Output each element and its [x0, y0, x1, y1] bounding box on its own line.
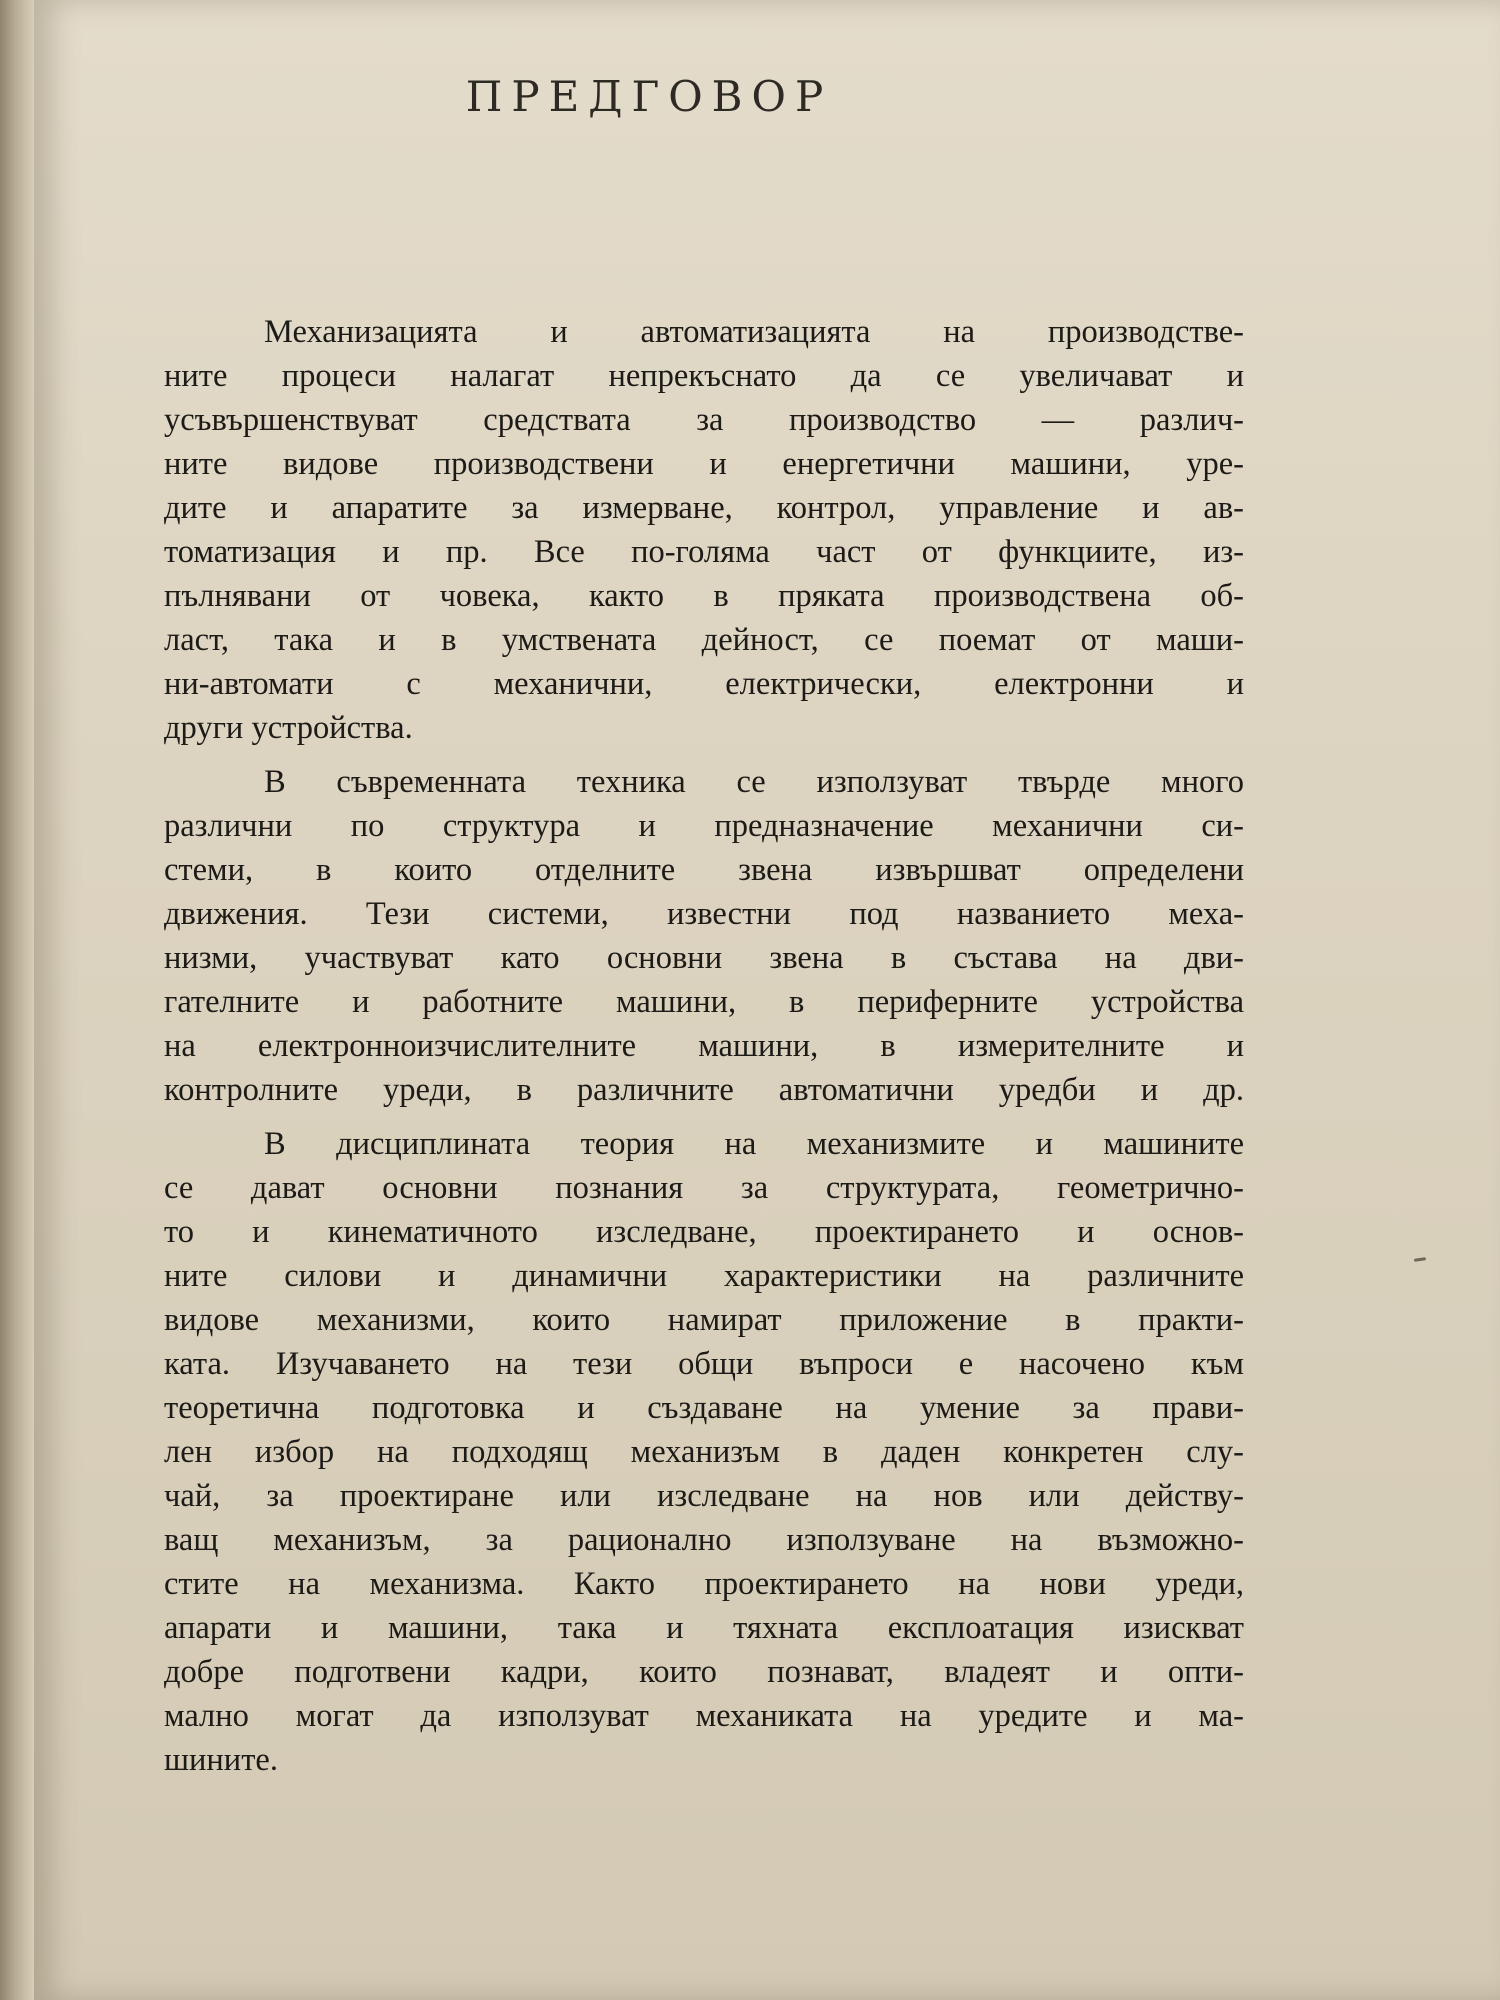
book-page	[34, 0, 1500, 2000]
text-line: движения. Тези системи, известни под названието меха-	[164, 896, 1244, 932]
text-line: В съвременната техника се използуват твърде много	[264, 764, 1244, 800]
text-line: усъвършенствуват средствата за производство — различ-	[164, 402, 1244, 438]
text-line: теоретична подготовка и създаване на умение за прави-	[164, 1390, 1244, 1426]
text-line: ни-автомати с механични, електрически, електронни и	[164, 666, 1244, 702]
paragraph-3	[164, 1122, 1244, 1782]
text-line: мално могат да използуват механиката на уредите и ма-	[164, 1698, 1244, 1734]
text-line: различни по структура и предназначение механични си-	[164, 808, 1244, 844]
text-line: ните силови и динамични характеристики на различните	[164, 1258, 1244, 1294]
text-line: лен избор на подходящ механизъм в даден конкретен слу-	[164, 1434, 1244, 1470]
text-line: В дисциплината теория на механизмите и машините	[264, 1126, 1244, 1162]
text-line: ните видове производствени и енергетични машини, уре-	[164, 446, 1244, 482]
text-line: ласт, така и в умствената дейност, се поемат от маши-	[164, 622, 1244, 658]
text-line: ните процеси налагат непрекъснато да се увеличават и	[164, 358, 1244, 394]
text-line: апарати и машини, така и тяхната експлоатация изискват	[164, 1610, 1244, 1646]
page-title: ПРЕДГОВОР	[465, 72, 833, 121]
preface-text	[164, 310, 1244, 1782]
text-line: Механизацията и автоматизацията на производстве-	[264, 314, 1244, 350]
text-line: гателните и работните машини, в периферните устройства	[164, 984, 1244, 1020]
text-line: пълнявани от човека, както в пряката производствена об-	[164, 578, 1244, 614]
text-line: низми, участвуват като основни звена в състава на дви-	[164, 940, 1244, 976]
text-line: видове механизми, които намират приложение в практи-	[164, 1302, 1244, 1338]
text-line: стите на механизма. Както проектирането на нови уреди,	[164, 1566, 1244, 1602]
text-line: шините.	[164, 1742, 278, 1778]
paragraph-1	[164, 310, 1244, 750]
text-line: се дават основни познания за структурата, геометрично-	[164, 1170, 1244, 1206]
text-line: стеми, в които отделните звена извършват определени	[164, 852, 1244, 888]
text-line: томатизация и пр. Все по-голяма част от функциите, из-	[164, 534, 1244, 570]
text-line: добре подготвени кадри, които познават, владеят и опти-	[164, 1654, 1244, 1690]
book-spine-shadow	[0, 0, 34, 2000]
text-line: ката. Изучаването на тези общи въпроси е насочено към	[164, 1346, 1244, 1382]
text-line: ващ механизъм, за рационално използуване на възможно-	[164, 1522, 1244, 1558]
text-line: контролните уреди, в различните автоматични уредби и др.	[164, 1072, 1244, 1108]
text-line: дите и апаратите за измерване, контрол, управление и ав-	[164, 490, 1244, 526]
paper-speck	[1414, 1257, 1426, 1262]
text-line: чай, за проектиране или изследване на нов или действу-	[164, 1478, 1244, 1514]
text-line: на електронноизчислителните машини, в измерителните и	[164, 1028, 1244, 1064]
text-line: то и кинематичното изследване, проектирането и основ-	[164, 1214, 1244, 1250]
text-line: други устройства.	[164, 710, 413, 746]
paragraph-2	[164, 760, 1244, 1112]
